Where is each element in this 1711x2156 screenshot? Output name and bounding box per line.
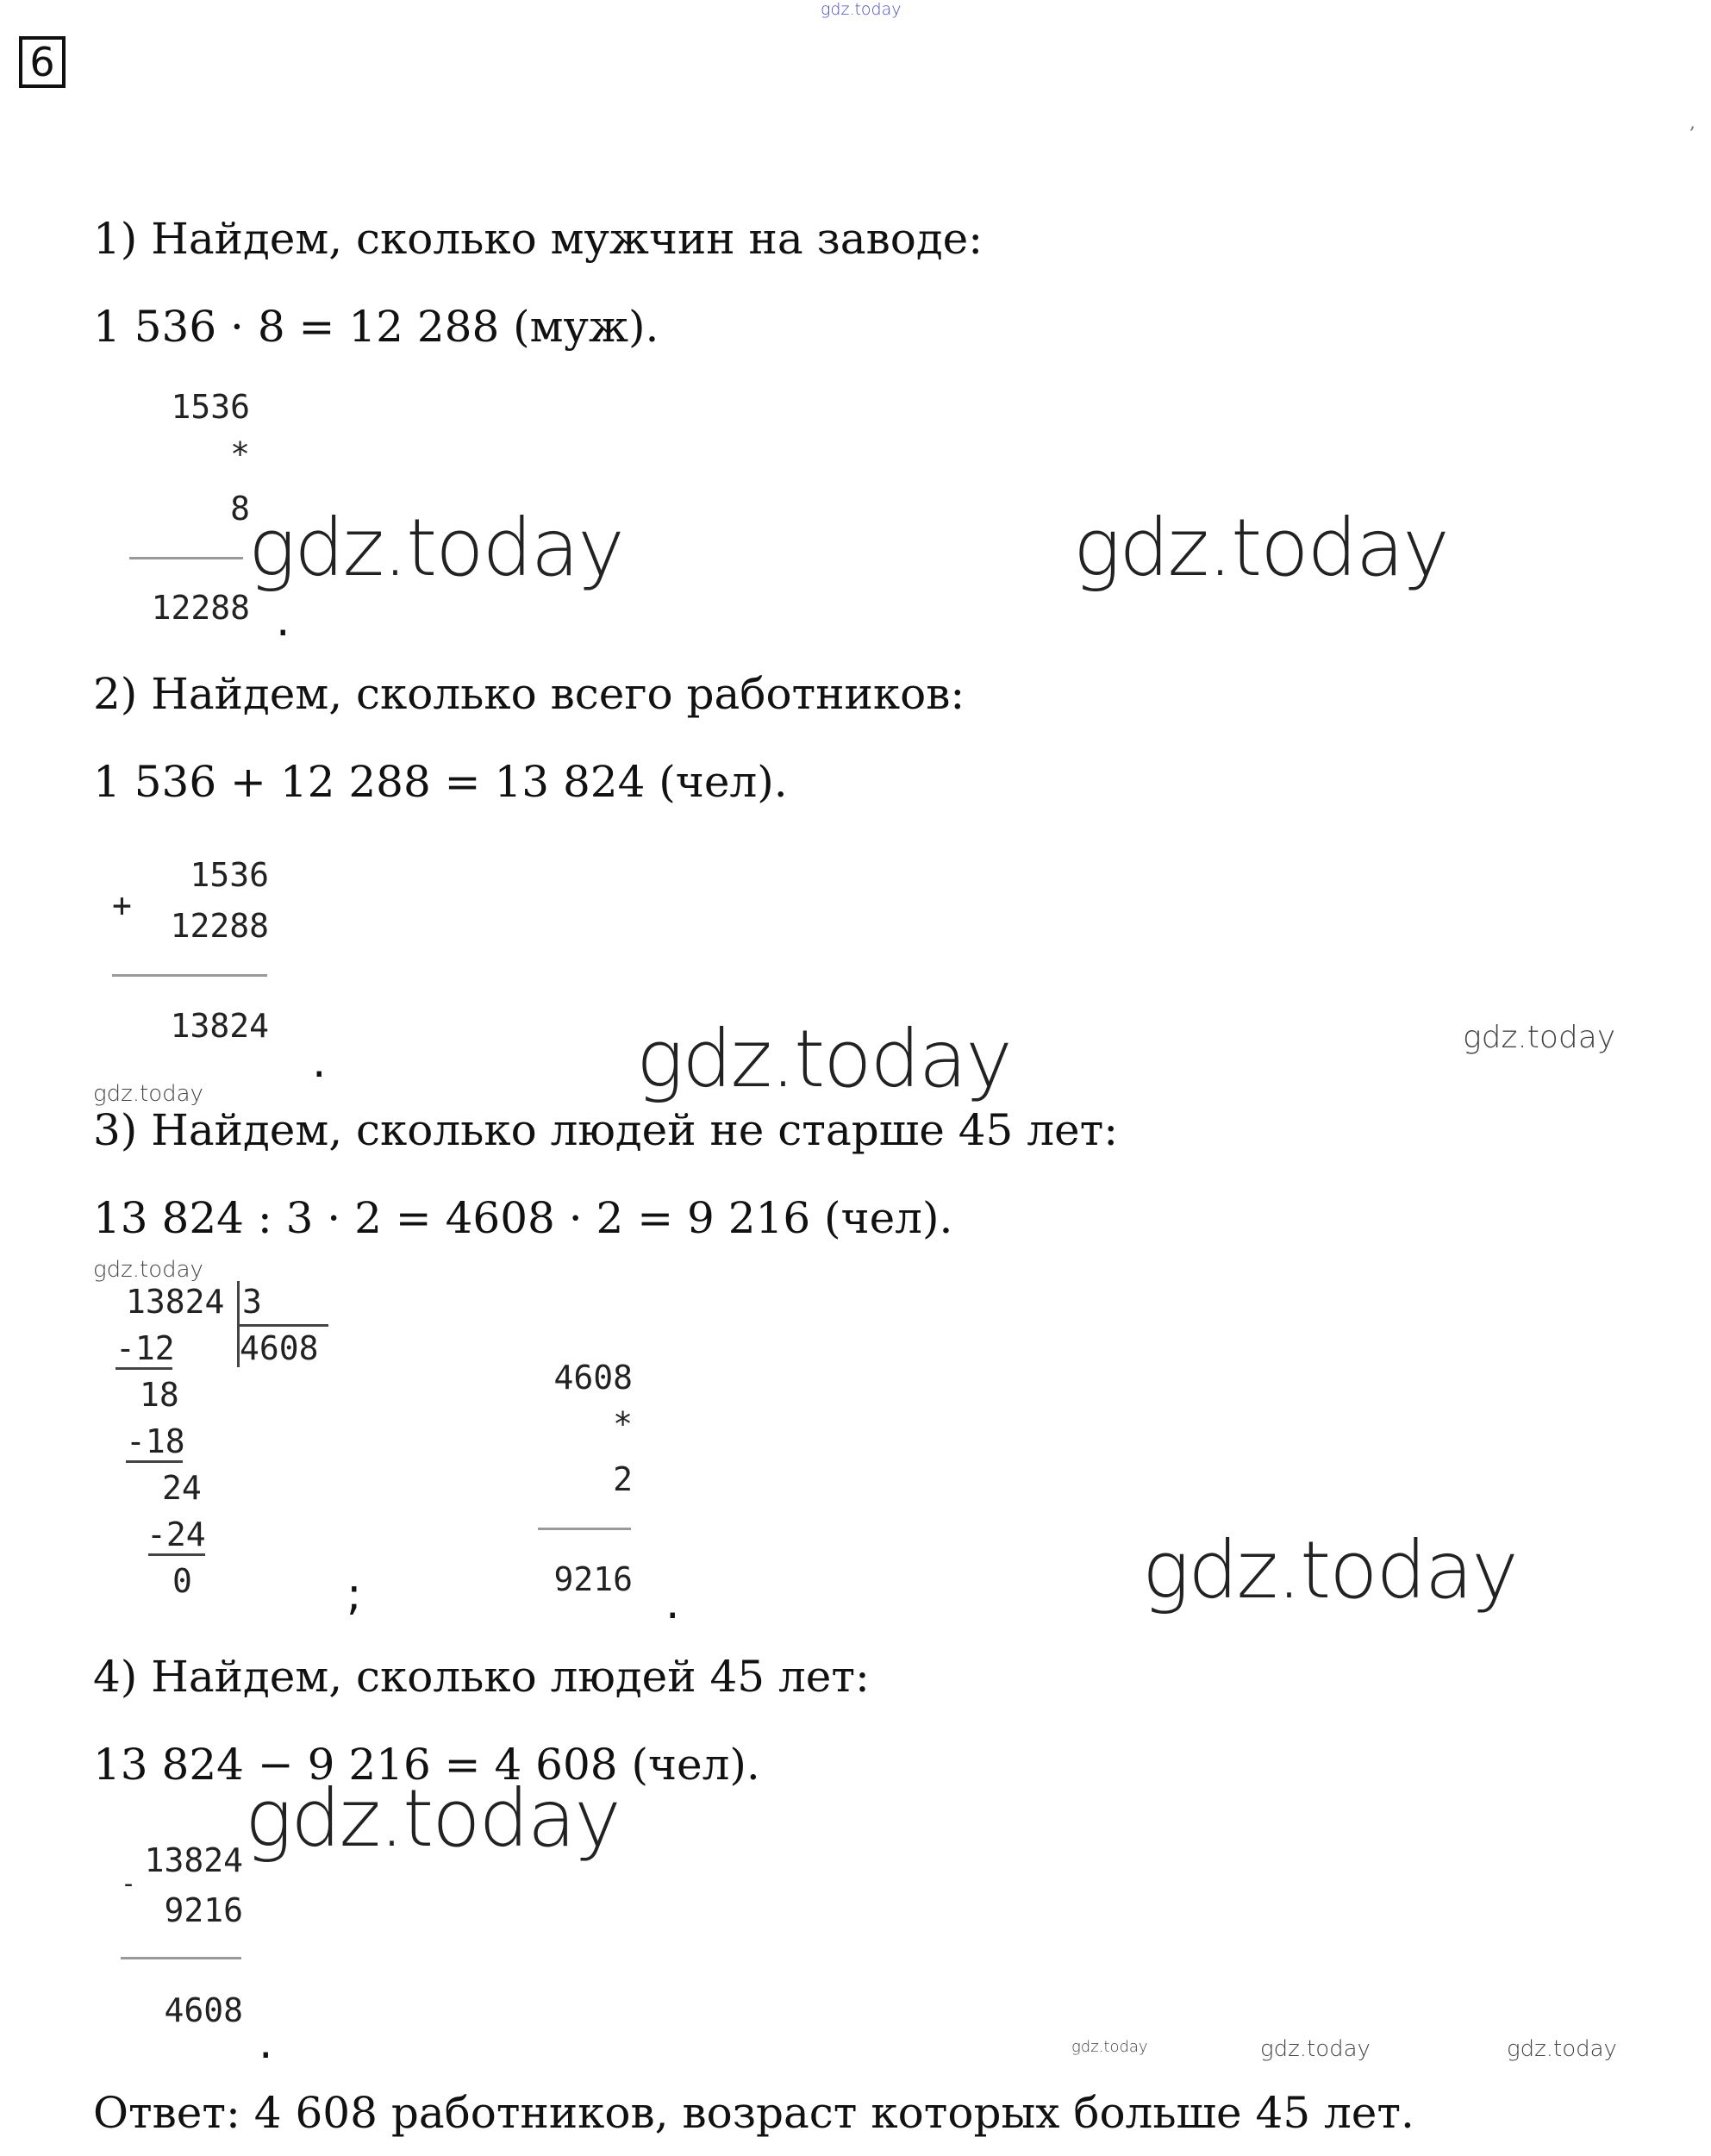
div-dividend: 13824 (126, 1283, 225, 1321)
watermark-top: gdz.today (821, 0, 902, 19)
div-row-rule (126, 1460, 183, 1463)
watermark-1: gdz.today (248, 502, 623, 594)
step-4-equation: 13 824 − 9 216 = 4 608 (чел). (93, 1740, 760, 1790)
mult1-rule (129, 557, 243, 559)
add-bottom: 12288 (170, 907, 269, 945)
div-quotient: 4608 (240, 1329, 319, 1367)
div-end: ; (347, 1569, 362, 1621)
add-result: 13824 (170, 1007, 269, 1045)
mult2-end: . (665, 1578, 680, 1629)
sub-result: 4608 (164, 1991, 243, 2029)
answer: Ответ: 4 608 работников, возраст которых больше 45 лет. (93, 2088, 1414, 2138)
watermark-9: gdz.today (1071, 2038, 1148, 2056)
div-divisor: 3 (242, 1283, 262, 1321)
watermark-6: gdz.today (93, 1257, 203, 1283)
watermark-4: gdz.today (1463, 1020, 1616, 1055)
div-row: -12 (116, 1329, 175, 1367)
div-row-rule (148, 1553, 205, 1556)
div-row: 0 (172, 1562, 192, 1600)
add-operator: + (112, 886, 132, 924)
add-end: . (312, 1036, 327, 1088)
watermark-8: gdz.today (245, 1772, 620, 1865)
watermark-11: gdz.today (1507, 2036, 1617, 2062)
step-3-heading: 3) Найдем, сколько людей не старше 45 лет: (93, 1105, 1119, 1155)
mult1-top: 1536 (171, 388, 250, 426)
mult2-operator: * (613, 1405, 633, 1443)
div-row: 24 (162, 1469, 202, 1507)
mult2-top: 4608 (553, 1359, 633, 1397)
div-row-rule (116, 1367, 172, 1370)
sub-end: . (259, 2017, 273, 2069)
mult1-result: 12288 (151, 589, 250, 627)
step-1-heading: 1) Найдем, сколько мужчин на заводе: (93, 214, 984, 264)
mult1-operator: * (230, 435, 250, 473)
watermark-2: gdz.today (1073, 502, 1448, 594)
step-4-heading: 4) Найдем, сколько людей 45 лет: (93, 1652, 870, 1702)
corner-mark: , (1689, 112, 1695, 134)
step-1-equation: 1 536 · 8 = 12 288 (муж). (93, 302, 659, 352)
watermark-7: gdz.today (1142, 1524, 1517, 1616)
step-3-equation: 13 824 : 3 · 2 = 4608 · 2 = 9 216 (чел). (93, 1193, 953, 1243)
div-row: 18 (140, 1376, 179, 1414)
watermark-5: gdz.today (93, 1081, 203, 1107)
sub-operator: - (121, 1869, 137, 1899)
mult2-result: 9216 (553, 1560, 633, 1598)
add-rule (112, 974, 267, 977)
sub-bottom: 9216 (164, 1891, 243, 1929)
add-top: 1536 (190, 856, 269, 894)
mult1-bottom: 8 (230, 490, 250, 528)
div-row: -24 (147, 1515, 206, 1553)
step-2-equation: 1 536 + 12 288 = 13 824 (чел). (93, 757, 788, 807)
div-divisor-rule (239, 1324, 328, 1327)
mult2-rule (538, 1528, 631, 1530)
sub-top: 13824 (144, 1841, 243, 1879)
sub-rule (121, 1957, 241, 1959)
step-2-heading: 2) Найдем, сколько всего работников: (93, 669, 965, 719)
watermark-10: gdz.today (1260, 2036, 1371, 2062)
task-number: 6 (19, 36, 66, 88)
watermark-3: gdz.today (636, 1013, 1011, 1105)
mult2-bottom: 2 (613, 1460, 633, 1498)
div-row: -18 (126, 1422, 185, 1460)
mult1-end: . (276, 595, 290, 647)
